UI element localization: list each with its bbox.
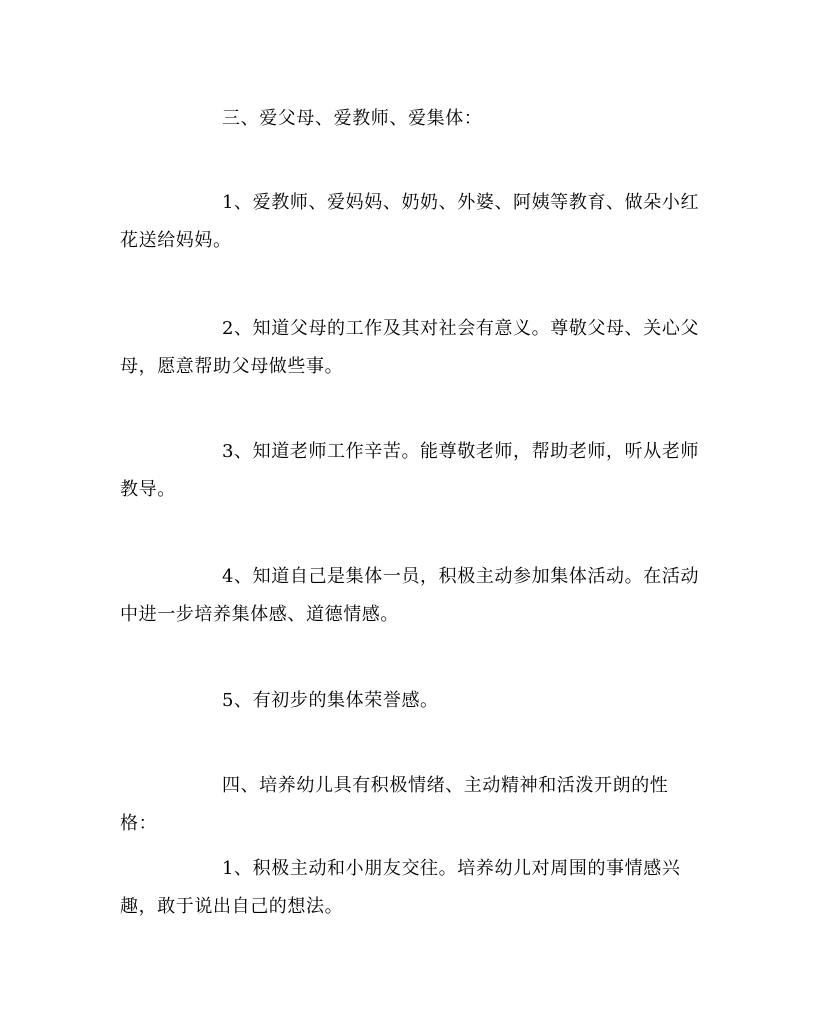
section-heading-3: 三、爱父母、爱教师、爱集体： — [222, 108, 483, 129]
paragraph-item: 1、爱教师、爱妈妈、奶奶、外婆、阿姨等教育、做朵小红花送给妈妈。 — [120, 192, 700, 251]
paragraph-item: 4、知道自己是集体一员，积极主动参加集体活动。在活动中进一步培养集体感、道德情感。 — [120, 566, 700, 625]
paragraph-item: 5、有初步的集体荣誉感。 — [222, 690, 439, 711]
paragraph-item: 2、知道父母的工作及其对社会有意义。尊敬父母、关心父母，愿意帮助父母做些事。 — [120, 318, 700, 377]
section-heading-4: 四、培养幼儿具有积极情绪、主动精神和活泼开朗的性格： — [120, 775, 669, 834]
paragraph-item: 3、知道老师工作辛苦。能尊敬老师，帮助老师，听从老师教导。 — [120, 441, 700, 500]
paragraph-item: 1、积极主动和小朋友交往。培养幼儿对周围的事情感兴趣，敢于说出自己的想法。 — [120, 858, 681, 917]
